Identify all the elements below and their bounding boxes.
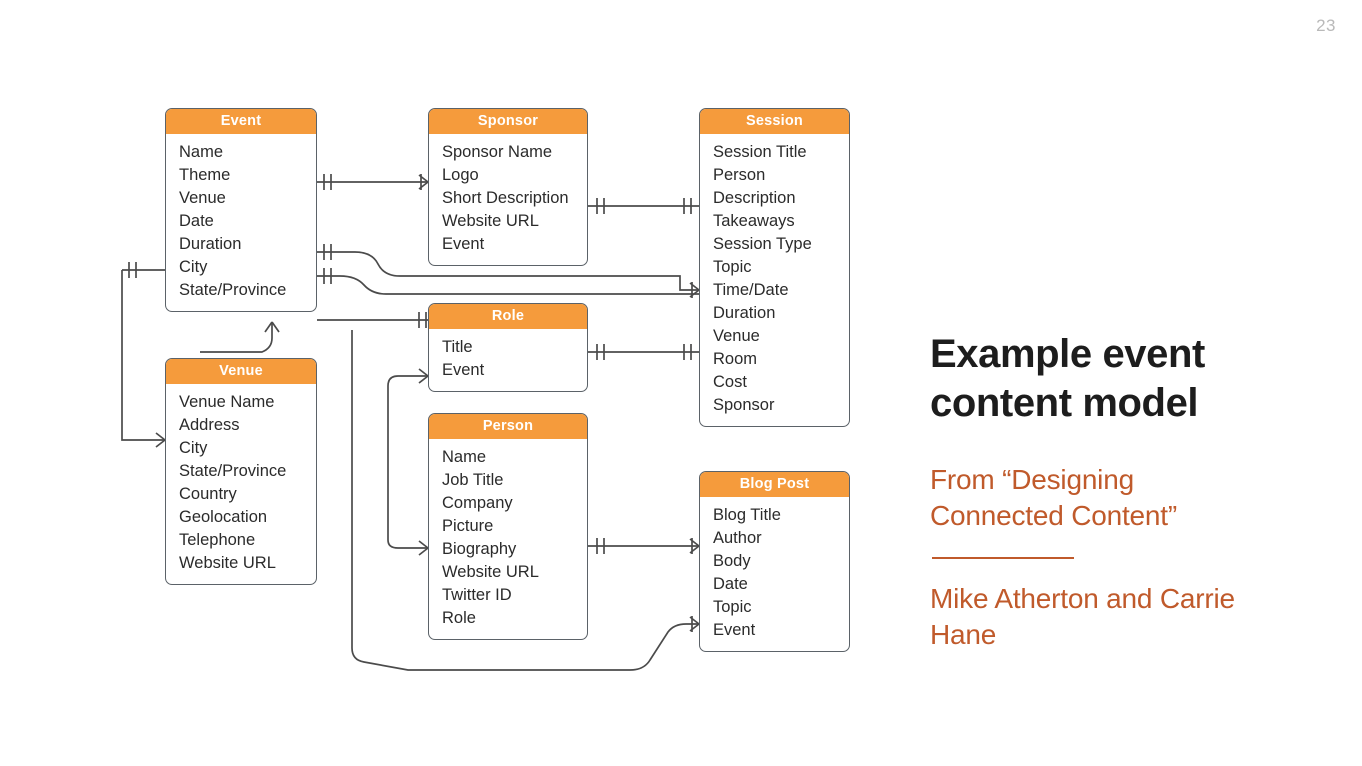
entity-field: State/Province <box>179 281 287 299</box>
entity-field: Short Description <box>442 189 569 207</box>
entity-field: Time/Date <box>713 281 789 299</box>
entity-field: State/Province <box>179 462 287 480</box>
entity-field: Event <box>442 361 485 379</box>
entity-field: Venue <box>713 327 760 345</box>
entity-field: Venue <box>179 189 226 207</box>
entity-field: Session Type <box>713 235 812 253</box>
entity-field: Session Title <box>713 143 807 161</box>
entity-blog-post[interactable] <box>699 471 850 652</box>
entity-fields <box>429 439 587 639</box>
entity-field: Sponsor <box>713 396 775 414</box>
entity-field: Description <box>713 189 796 207</box>
entity-fields <box>166 134 316 311</box>
entity-field: Title <box>442 338 473 356</box>
entity-field: Date <box>179 212 214 230</box>
entity-field: Website URL <box>179 554 276 572</box>
entity-field: Country <box>179 485 237 503</box>
entity-field: Twitter ID <box>442 586 512 604</box>
entity-field: Role <box>442 609 476 627</box>
entity-sponsor[interactable] <box>428 108 588 266</box>
entity-field: Geolocation <box>179 508 268 526</box>
entity-field: Person <box>713 166 766 184</box>
entity-event[interactable] <box>165 108 317 312</box>
entity-title: Role <box>429 304 587 329</box>
entity-field: Blog Title <box>713 506 781 524</box>
entity-field: Logo <box>442 166 479 184</box>
entity-field: Website URL <box>442 212 539 230</box>
divider <box>932 557 1074 559</box>
entity-field: Telephone <box>179 531 256 549</box>
entity-field: Theme <box>179 166 231 184</box>
entity-fields <box>700 497 849 651</box>
entity-role[interactable] <box>428 303 588 392</box>
entity-field: Topic <box>713 598 752 616</box>
entity-field: City <box>179 258 208 276</box>
entity-fields <box>166 384 316 584</box>
entity-field: Name <box>179 143 224 161</box>
author-credit: Mike Atherton and Carrie Hane <box>930 583 1235 650</box>
entity-title: Venue <box>166 359 316 384</box>
entity-venue[interactable] <box>165 358 317 585</box>
entity-field: Job Title <box>442 471 504 489</box>
page-number: 23 <box>1316 16 1336 35</box>
entity-field: Company <box>442 494 513 512</box>
entity-fields <box>429 134 587 265</box>
entity-field: Takeaways <box>713 212 795 230</box>
entity-field: Date <box>713 575 748 593</box>
entity-fields <box>700 134 849 426</box>
entity-field: Venue Name <box>179 393 275 411</box>
entity-field: Duration <box>713 304 776 322</box>
entity-fields <box>429 329 587 391</box>
entity-field: Room <box>713 350 758 368</box>
entity-field: Sponsor Name <box>442 143 553 161</box>
entity-title: Event <box>166 109 316 134</box>
entity-field: Address <box>179 416 240 434</box>
slide-text-panel <box>930 0 1330 766</box>
entity-field: Duration <box>179 235 242 253</box>
entity-title: Blog Post <box>700 472 849 497</box>
entity-field: Topic <box>713 258 752 276</box>
entity-title: Session <box>700 109 849 134</box>
entity-field: Body <box>713 552 751 570</box>
entity-session[interactable] <box>699 108 850 427</box>
entity-field: Author <box>713 529 762 547</box>
entity-field: Cost <box>713 373 747 391</box>
entity-field: Name <box>442 448 487 466</box>
entity-title: Sponsor <box>429 109 587 134</box>
entity-field: Biography <box>442 540 517 558</box>
entity-field: Picture <box>442 517 494 535</box>
entity-person[interactable] <box>428 413 588 640</box>
entity-field: Event <box>442 235 485 253</box>
page-title: Example event content model <box>930 332 1205 425</box>
entity-field: City <box>179 439 208 457</box>
entity-field: Website URL <box>442 563 539 581</box>
entity-title: Person <box>429 414 587 439</box>
source-citation: From “Designing Connected Content” <box>930 464 1178 531</box>
entity-field: Event <box>713 621 756 639</box>
